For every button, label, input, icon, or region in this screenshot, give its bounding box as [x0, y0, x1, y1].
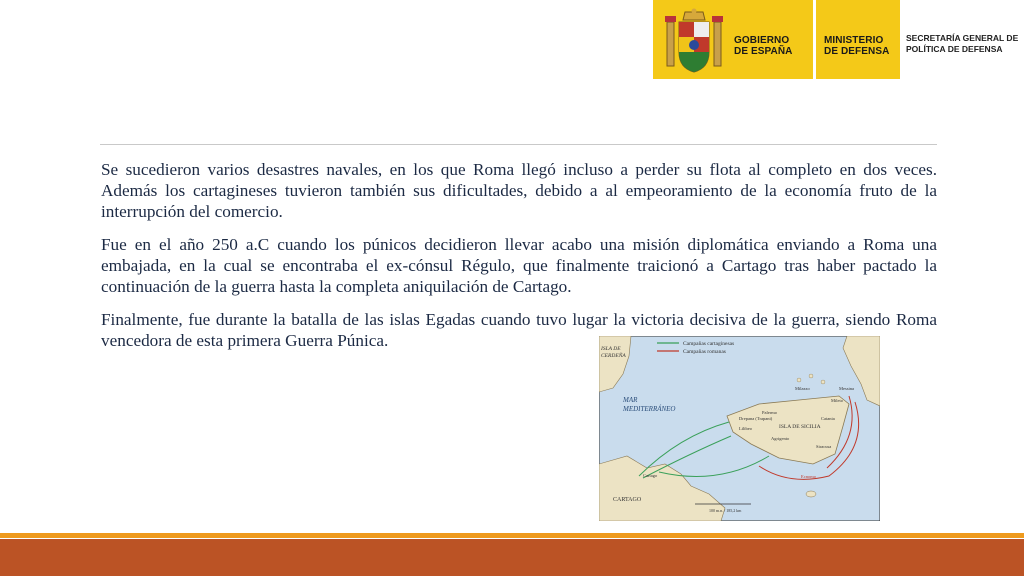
svg-text:MAR: MAR: [623, 396, 638, 404]
siracusa-label: Siracusa: [816, 444, 832, 449]
svg-text:ISLA DE: ISLA DE: [601, 346, 621, 352]
scale-label: 100 m.n. / 185,2 km: [709, 508, 742, 513]
punic-war-map: [599, 336, 880, 521]
slide-body: [101, 159, 937, 363]
milazzo-label: Milazzo: [795, 386, 810, 391]
footer-accent-line: [0, 533, 1024, 538]
gobierno-label: GOBIERNO DE ESPAÑA: [734, 35, 793, 57]
catania-label: Catania: [821, 416, 835, 421]
sicily-label: ISLA DE SICILIA: [779, 424, 821, 430]
ministerio-label: MINISTERIO DE DEFENSA: [824, 35, 890, 57]
agrigento-label: Agrigento: [771, 436, 790, 441]
coat-of-arms-icon: [663, 8, 725, 74]
legend-carthage: Campañas cartaginesas: [683, 341, 735, 347]
messina-label: Messina: [839, 386, 854, 391]
paragraph-1: Se sucedieron varios desastres navales, en los que Roma llegó incluso a perder su flota al completo en dos veces. Además los cartagineses tuvieron también sus dificultades, debido a al empeoramiento de la economía fruto de la interrupción del comercio.: [101, 160, 937, 221]
mileto-label: Mileto: [831, 398, 843, 403]
ecnomo-label: Ecnomo: [801, 474, 816, 479]
lilibeo-label: Lilibeo: [739, 426, 752, 431]
carthage-label: CARTAGO: [613, 497, 642, 503]
legend-rome: Campañas romanas: [683, 349, 726, 355]
footer-bar: [0, 539, 1024, 576]
drepana-label: Drepana (Trapani): [739, 416, 773, 421]
paragraph-2: Fue en el año 250 a.C cuando los púnicos decidieron llevar acabo una misión diplomática enviando a Roma una embajada, en la cual se encontraba el ex-cónsul Régulo, que finalmente traicionó a Cartago tras haber pactado la continuación de la guerra hasta la completa aniquilación de Cartago.: [101, 235, 937, 296]
paragraph-3: Finalmente, fue durante la batalla de las islas Egadas cuando tuvo lugar la victoria decisiva de la guerra, siendo Roma vencedora de esta primera Guerra Púnica.: [101, 310, 937, 350]
sardinia-label: CERDEÑA: [601, 353, 626, 359]
cartago-city-label: Cartago: [643, 473, 658, 478]
palermo-label: Palermo: [762, 410, 777, 415]
header-divider: [100, 144, 937, 145]
sea-label: MEDITERRÁNEO: [623, 405, 676, 413]
secretaria-label: SECRETARÍA GENERAL DE POLÍTICA DE DEFENSA: [906, 33, 1019, 54]
